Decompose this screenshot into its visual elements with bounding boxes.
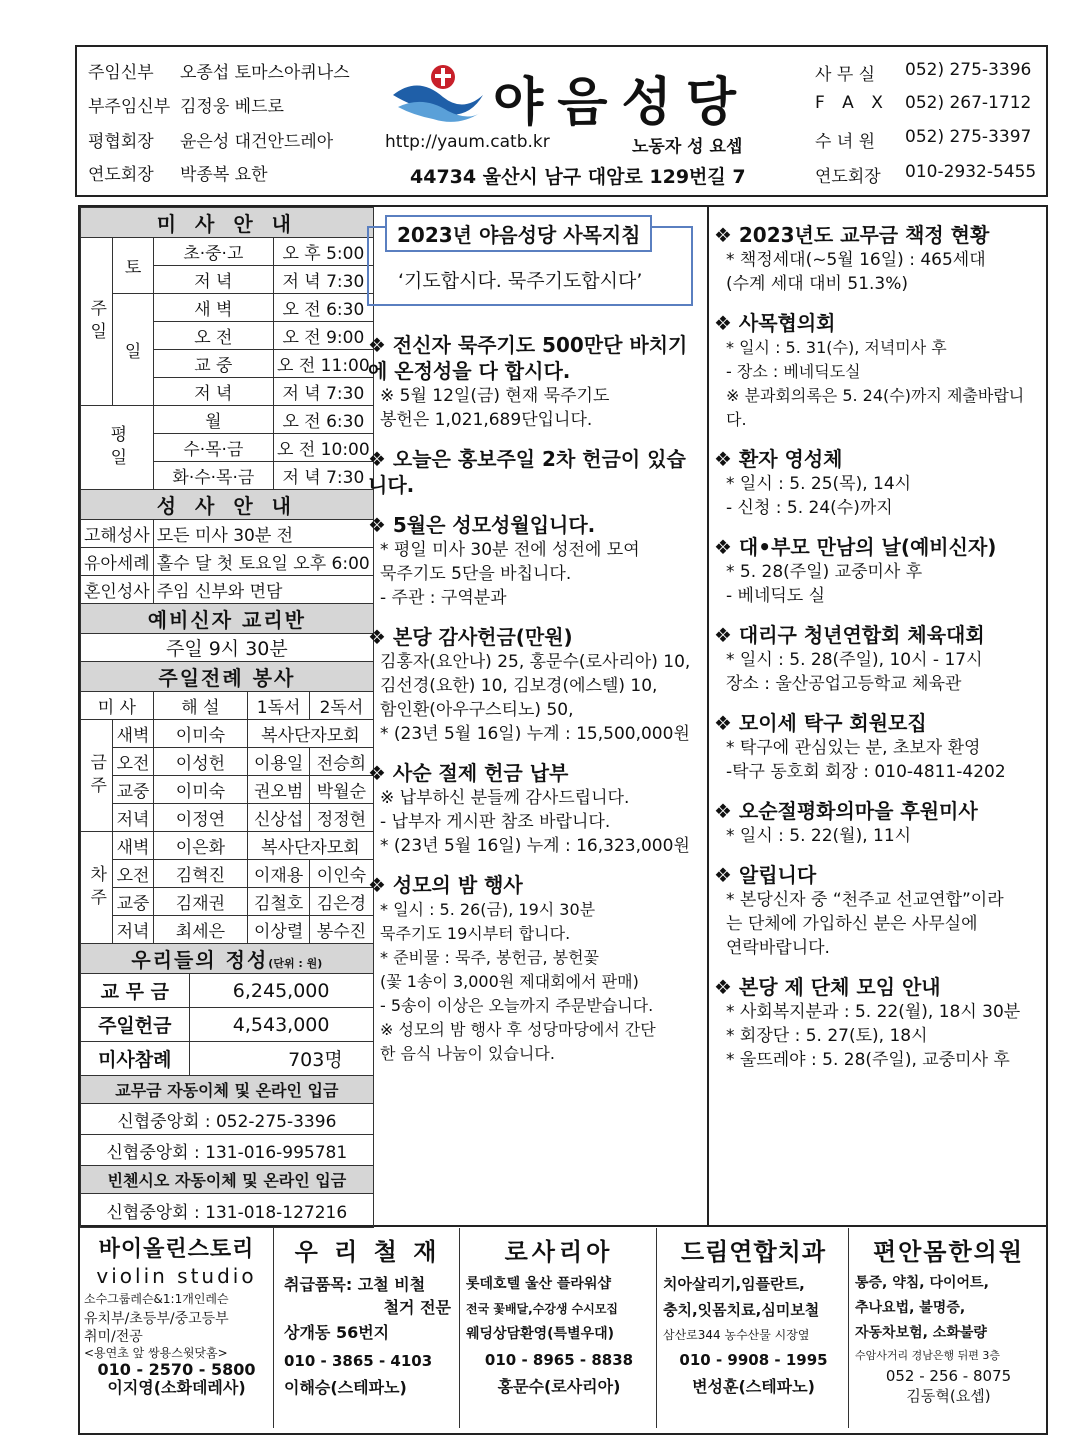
church-name-title: 야음성당 <box>493 73 750 133</box>
offering-name: 미사참례 <box>81 1042 190 1076</box>
liturgy-cell: 이용일 <box>248 748 310 776</box>
ad-title: 바이올린스토리 <box>98 1237 255 1262</box>
middle-column <box>368 318 702 1066</box>
ad-title: 우 리 철 재 <box>294 1238 441 1266</box>
liturgy-header: 해 설 <box>153 692 247 720</box>
contact-label: 사 무 실 <box>815 65 876 85</box>
liturgy-cell: 오전 <box>113 860 153 888</box>
liturgy-cell: 이재용 <box>248 860 310 888</box>
ad-violin-story <box>80 1228 274 1428</box>
notice-title: ❖ 사목협의회 <box>714 311 836 335</box>
notice-title: ❖ 대•부모 만남의 날(예비신자) <box>714 535 997 559</box>
liturgy-cell: 권오범 <box>248 776 310 804</box>
mass-time: 오 전 6:30 <box>274 294 374 322</box>
mass-name: 저 녁 <box>153 266 273 294</box>
mass-name: 초·중·고 <box>153 238 273 266</box>
ad-line: 전국 꽃배달,수강생 수시모집 <box>466 1302 619 1316</box>
liturgy-cell: 신상섭 <box>248 804 310 832</box>
bank-account: 신협중앙회 : 131-016-995781 <box>81 1135 374 1166</box>
notice-body: * 일시 : 5. 26(금), 19시 30분 묵주기도 19시부터 합니다. * 준비물 : 묵주, 봉헌금, 봉헌꽃 (꽃 1송이 3,000원 제대회에서 판매) - 5송이 이상은 오늘까지 주문받습니다. ※ 성모의 밤 행사 후 성당마당에서 간단 한 음식 나눔이 있습니다. <box>380 900 656 1063</box>
sacrament-name: 유아세례 <box>81 548 154 576</box>
liturgy-cell: 전승희 <box>310 748 374 776</box>
clergy-name: 오종섭 토마스아퀴나스 <box>180 63 350 83</box>
ad-line: 홍문수(로사리아) <box>497 1377 621 1396</box>
notice-title: ❖ 오순절평화의마을 후원미사 <box>714 799 978 823</box>
notice-body: * 일시 : 5. 28(주일), 10시 - 17시 장소 : 울산공업고등학교 체육관 <box>726 650 983 694</box>
ad-line: 삼산로344 농수산물 시장옆 <box>663 1328 810 1342</box>
mass-name: 오 전 <box>153 322 273 350</box>
notice-body: * 5. 28(주일) 교중미사 후 - 베네딕도 실 <box>726 562 923 606</box>
ad-line: 010 - 3865 - 4103 <box>284 1352 433 1370</box>
catechumen-time: 주일 9시 30분 <box>81 634 374 662</box>
liturgy-header: 1독서 <box>248 692 310 720</box>
ad-line: 유치부/초등부/중고등부 <box>84 1311 229 1327</box>
mass-time: 저 녁 7:30 <box>274 462 374 490</box>
mass-time: 오 전 9:00 <box>274 322 374 350</box>
liturgy-cell: 이상렬 <box>248 916 310 944</box>
liturgy-cell: 교중 <box>113 776 153 804</box>
catechumen-title: 예비신자 교리반 <box>81 604 374 634</box>
mass-time: 오 전 10:00 <box>274 434 374 462</box>
weekday-label: 평일 <box>81 406 154 490</box>
mass-name: 화·수·목·금 <box>153 462 273 490</box>
ad-line: 자동차보험, 소화불량 <box>855 1325 987 1341</box>
clergy-role: 평협회장 <box>88 132 154 152</box>
ad-line: 소수그룹레슨&1:1개인레슨 <box>84 1292 229 1306</box>
mass-time: 오 전 6:30 <box>274 406 374 434</box>
liturgy-cell: 김혁진 <box>153 860 247 888</box>
notice-title: ❖ 본당 제 단체 모임 안내 <box>714 975 941 999</box>
liturgy-cell: 교중 <box>113 888 153 916</box>
liturgy-cell: 이미숙 <box>153 720 247 748</box>
clergy-role: 연도회장 <box>88 165 154 185</box>
ad-pyeonan-clinic <box>851 1228 1046 1428</box>
contact-value: 052) 275-3397 <box>905 127 1032 147</box>
ad-line: 김동혁(요셉) <box>906 1387 991 1405</box>
liturgy-cell: 복사단자모회 <box>248 720 374 748</box>
ad-line: 추나요법, 불명증, <box>855 1300 966 1316</box>
liturgy-cell: 오전 <box>113 748 153 776</box>
ad-line: 통증, 약침, 다이어트, <box>855 1275 989 1291</box>
church-address: 44734 울산시 남구 대암로 129번길 7 <box>410 166 746 188</box>
contact-value: 052) 275-3396 <box>905 60 1032 80</box>
liturgy-header: 2독서 <box>310 692 374 720</box>
ad-line: 010 - 9908 - 1995 <box>679 1351 828 1369</box>
offering-unit: (단위 : 원) <box>268 957 323 970</box>
mass-name: 저 녁 <box>153 378 273 406</box>
liturgy-cell: 이정연 <box>153 804 247 832</box>
liturgy-service-title: 주일전례 봉사 <box>81 662 374 692</box>
ad-line: 철거 전문 <box>383 1298 451 1317</box>
sacrament-guide-title: 성 사 안 내 <box>81 490 374 520</box>
liturgy-cell: 김재권 <box>153 888 247 916</box>
offering-value: 4,543,000 <box>189 1008 373 1042</box>
ad-line: <용연초 앞 쌍용스윗닷홈> <box>84 1346 228 1360</box>
ad-rosaria <box>462 1228 657 1428</box>
mass-name: 교 중 <box>153 350 273 378</box>
ad-line: 롯데호텔 울산 플라워샵 <box>466 1276 611 1292</box>
ad-line: 취급품목: 고철 비철 <box>284 1275 426 1294</box>
notice-body: * 탁구에 관심있는 분, 초보자 환영 -탁구 동호회 회장 : 010-4811-4202 <box>726 738 1006 782</box>
liturgy-cell: 이성헌 <box>153 748 247 776</box>
mass-time: 오 전 11:00 <box>274 350 374 378</box>
ad-title: 드림연합치과 <box>680 1238 827 1266</box>
clergy-role: 부주임신부 <box>88 97 171 117</box>
next-week-label: 차주 <box>81 832 113 944</box>
contact-label: 수 녀 원 <box>815 132 876 152</box>
sacrament-desc: 주임 신부와 면담 <box>153 576 373 604</box>
mass-time: 오 후 5:00 <box>274 238 374 266</box>
ad-line: 이해승(스테파노) <box>284 1378 407 1397</box>
notice-title: ❖ 5월은 성모성월입니다. <box>368 513 596 537</box>
notice-body: * 사회복지분과 : 5. 22(월), 18시 30분 * 회장단 : 5. 27(토), 18시 * 울뜨레야 : 5. 28(주일), 교중미사 후 <box>726 1002 1021 1070</box>
mass-time: 저 녁 7:30 <box>274 378 374 406</box>
notice-body: * 평일 미사 30분 전에 성전에 모여 묵주기도 5단을 바칩니다. - 주관 : 구역분과 <box>380 540 640 608</box>
notice-title: ❖ 성모의 밤 행사 <box>368 873 523 897</box>
ad-line: 이지영(소화데레사) <box>107 1378 246 1397</box>
ad-woori-steel <box>276 1228 460 1428</box>
clergy-name: 윤은성 대건안드레아 <box>180 132 334 152</box>
contact-label: 연도회장 <box>815 167 881 187</box>
liturgy-cell: 최세은 <box>153 916 247 944</box>
contact-value: 052) 267-1712 <box>905 93 1032 113</box>
left-info-table <box>80 207 374 1228</box>
ad-line: 010 - 8965 - 8838 <box>484 1351 634 1369</box>
offering-title <box>81 944 374 974</box>
notice-title: ❖ 오늘은 홍보주일 2차 헌금이 있습니다. <box>368 447 686 497</box>
church-logo-icon <box>388 55 488 125</box>
clergy-name: 박종복 요한 <box>180 165 268 185</box>
offering-title-text: 우리들의 정성 <box>131 948 269 972</box>
liturgy-cell: 김은경 <box>310 888 374 916</box>
offering-name: 주일헌금 <box>81 1008 190 1042</box>
liturgy-cell: 저녁 <box>113 804 153 832</box>
ad-line: 수암사거리 경남은행 뒤편 3층 <box>855 1349 1000 1362</box>
liturgy-cell: 정정현 <box>310 804 374 832</box>
liturgy-cell: 이미숙 <box>153 776 247 804</box>
ad-line: 웨딩상담환영(특별우대) <box>466 1326 615 1342</box>
notice-title: ❖ 환자 영성체 <box>714 447 843 471</box>
ad-title: 편안몸한의원 <box>872 1238 1025 1266</box>
motto-title: 2023년 야음성당 사목지침 <box>385 215 652 252</box>
notice-title: ❖ 모이세 탁구 회원모집 <box>714 711 927 735</box>
mass-guide-title: 미 사 안 내 <box>81 208 374 238</box>
offering-value: 703명 <box>189 1042 373 1076</box>
sacrament-name: 고해성사 <box>81 520 154 548</box>
notice-body: 김홍자(요안나) 25, 홍문수(로사리아) 10, 김선경(요한) 10, 김보경(에스텔) 10, 함인환(아우구스티노) 50, * (23년 5월 16일) 누계 : 15,500,000원 <box>380 652 691 744</box>
notice-body: ※ 5월 12일(금) 현재 묵주기도 봉헌은 1,021,689단입니다. <box>380 386 610 430</box>
mass-name: 월 <box>153 406 273 434</box>
ad-dream-dental <box>659 1228 849 1428</box>
notice-body: * 책정세대(~5월 16일) : 465세대 (수계 세대 대비 51.3%) <box>726 250 986 294</box>
notice-body: ※ 납부하신 분들께 감사드립니다. - 납부자 게시판 참조 바랍니다. * (23년 5월 16일) 누계 : 16,323,000원 <box>380 788 690 856</box>
bank1-title: 교무금 자동이체 및 온라인 입금 <box>81 1076 374 1104</box>
liturgy-cell: 복사단자모회 <box>248 832 374 860</box>
mass-name: 수·목·금 <box>153 434 273 462</box>
notice-title: ❖ 사순 절제 헌금 납부 <box>368 761 569 785</box>
liturgy-cell: 박월순 <box>310 776 374 804</box>
mass-name: 새 벽 <box>153 294 273 322</box>
notice-title: ❖ 2023년도 교무금 책정 현황 <box>714 223 990 247</box>
sunday-day-label: 일 <box>113 294 153 406</box>
liturgy-cell: 이인숙 <box>310 860 374 888</box>
bank-account: 신협중앙회 : 052-275-3396 <box>81 1104 374 1135</box>
bank2-title: 빈첸시오 자동이체 및 온라인 입금 <box>81 1166 374 1194</box>
ad-line: 변성훈(스테파노) <box>692 1377 815 1396</box>
notice-body: * 일시 : 5. 31(수), 저녁미사 후 - 장소 : 베네딕도실 ※ 분과회의록은 5. 24(수)까지 제출바랍니다. <box>726 338 1025 429</box>
ad-line: 치아살리기,임플란트, <box>663 1275 805 1293</box>
ad-line: violin studio <box>96 1264 257 1288</box>
liturgy-cell: 새벽 <box>113 832 153 860</box>
notice-title: ❖ 전신자 묵주기도 500만단 바치기에 온정성을 다 합시다. <box>368 333 688 383</box>
liturgy-cell: 이은화 <box>153 832 247 860</box>
ad-line: 취미/전공 <box>84 1329 143 1345</box>
ad-line: 충치,잇몸치료,심미보철 <box>663 1301 820 1319</box>
this-week-label: 금주 <box>81 720 113 832</box>
ad-line: 010 - 2570 - 5800 <box>97 1360 256 1379</box>
sacrament-desc: 모든 미사 30분 전 <box>153 520 373 548</box>
offering-value: 6,245,000 <box>189 974 373 1008</box>
column-divider <box>707 205 709 1225</box>
sacrament-name: 혼인성사 <box>81 576 154 604</box>
notice-title: ❖ 대리구 청년연합회 체육대회 <box>714 623 985 647</box>
liturgy-cell: 저녁 <box>113 916 153 944</box>
motto-text: ‘기도합시다. 묵주기도합시다’ <box>398 270 643 292</box>
sunday-label: 주일 <box>81 238 113 406</box>
saturday-label: 토 <box>113 238 153 294</box>
notice-title: ❖ 본당 감사헌금(만원) <box>368 625 573 649</box>
ad-line: 052 - 256 - 8075 <box>885 1367 1012 1385</box>
liturgy-cell: 새벽 <box>113 720 153 748</box>
ad-line: 상개동 56번지 <box>284 1323 390 1342</box>
bank-account: 신협중앙회 : 131-018-127216 <box>81 1194 374 1228</box>
offering-name: 교 무 금 <box>81 974 190 1008</box>
notice-body: * 본당신자 중 “천주교 선교연합”이라 는 단체에 가입하신 분은 사무실에 연락바랍니다. <box>726 890 1004 958</box>
clergy-name: 김정웅 베드로 <box>180 97 284 117</box>
right-column <box>714 208 1044 1072</box>
patron-name: 노동자 성 요셉 <box>632 137 743 157</box>
notice-title: ❖ 알립니다 <box>714 863 817 887</box>
contact-label: F A X <box>815 93 889 113</box>
mass-time: 저 녁 7:30 <box>274 266 374 294</box>
notice-body: * 일시 : 5. 25(목), 14시 - 신청 : 5. 24(수)까지 <box>726 474 912 518</box>
liturgy-cell: 봉수진 <box>310 916 374 944</box>
notice-body: * 일시 : 5. 22(월), 11시 <box>726 826 912 846</box>
liturgy-cell: 김철호 <box>248 888 310 916</box>
ad-title: 로사리아 <box>504 1238 614 1266</box>
church-url[interactable]: http://yaum.catb.kr <box>385 132 550 152</box>
clergy-role: 주임신부 <box>88 63 154 83</box>
contact-value: 010-2932-5455 <box>905 162 1037 182</box>
liturgy-header: 미 사 <box>81 692 154 720</box>
sacrament-desc: 홀수 달 첫 토요일 오후 6:00 <box>153 548 373 576</box>
